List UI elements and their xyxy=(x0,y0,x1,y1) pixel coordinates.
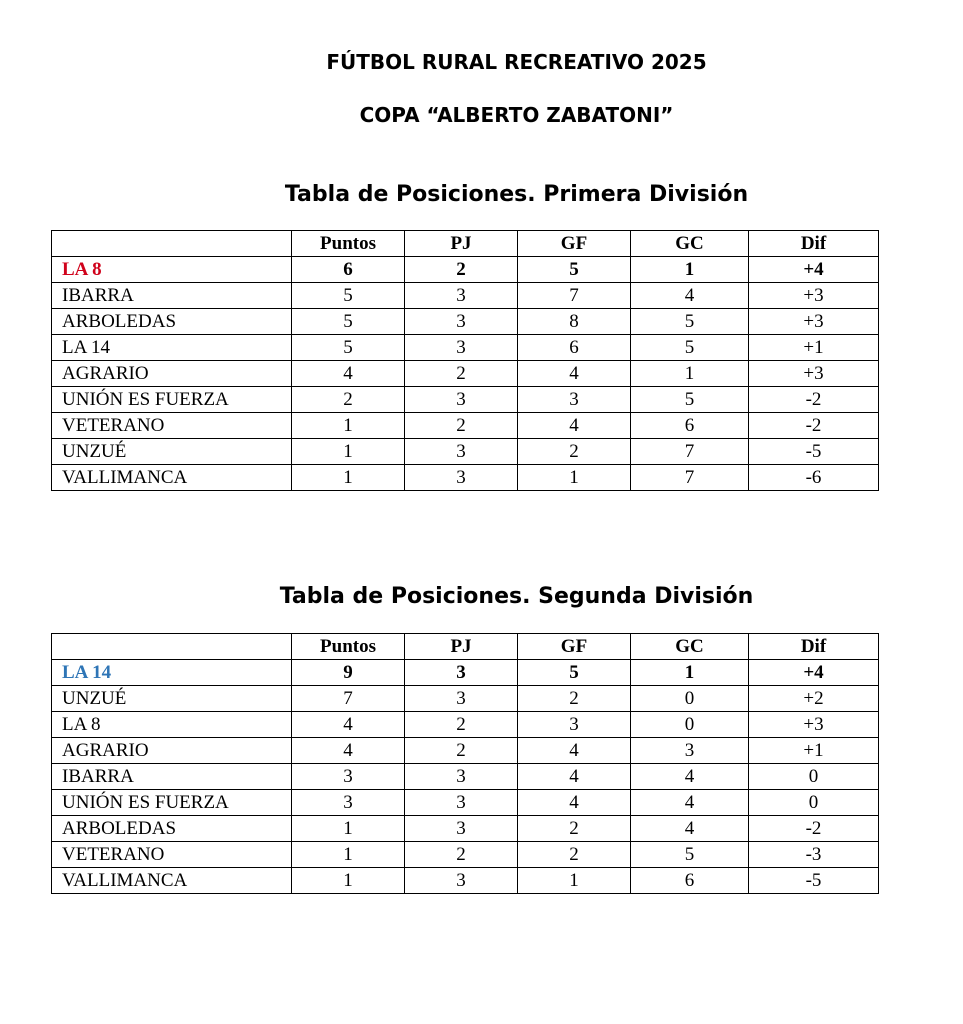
table-row xyxy=(52,842,879,868)
dif-cell: 0 xyxy=(749,790,879,816)
puntos-cell: 4 xyxy=(292,361,405,387)
puntos-cell: 1 xyxy=(292,868,405,894)
puntos-cell: 4 xyxy=(292,738,405,764)
gf-cell: 7 xyxy=(518,283,631,309)
dif-cell: -3 xyxy=(749,842,879,868)
table-row xyxy=(52,439,879,465)
dif-cell: +3 xyxy=(749,712,879,738)
dif-cell: +1 xyxy=(749,335,879,361)
pj-cell: 3 xyxy=(405,868,518,894)
puntos-cell: 2 xyxy=(292,387,405,413)
gf-cell: 2 xyxy=(518,842,631,868)
dif-cell: +3 xyxy=(749,309,879,335)
column-header-team xyxy=(52,231,292,257)
gc-cell: 3 xyxy=(631,738,749,764)
team-name: VALLIMANCA xyxy=(52,868,292,894)
table-row xyxy=(52,868,879,894)
dif-cell: -2 xyxy=(749,413,879,439)
gc-cell: 0 xyxy=(631,712,749,738)
pj-cell: 3 xyxy=(405,387,518,413)
standings-table-primera xyxy=(51,230,879,491)
team-name: LA 14 xyxy=(52,660,292,686)
gc-cell: 4 xyxy=(631,816,749,842)
gc-cell: 5 xyxy=(631,842,749,868)
team-name: LA 14 xyxy=(52,335,292,361)
table-row-leader xyxy=(52,257,879,283)
pj-cell: 2 xyxy=(405,413,518,439)
gc-cell: 5 xyxy=(631,309,749,335)
table-body xyxy=(52,660,879,894)
team-name: ARBOLEDAS xyxy=(52,816,292,842)
puntos-cell: 7 xyxy=(292,686,405,712)
puntos-cell: 3 xyxy=(292,764,405,790)
puntos-cell: 6 xyxy=(292,257,405,283)
gc-cell: 4 xyxy=(631,764,749,790)
dif-cell: +4 xyxy=(749,660,879,686)
dif-cell: +4 xyxy=(749,257,879,283)
pj-cell: 3 xyxy=(405,764,518,790)
gc-cell: 4 xyxy=(631,283,749,309)
puntos-cell: 1 xyxy=(292,465,405,491)
table-row xyxy=(52,790,879,816)
team-name: UNZUÉ xyxy=(52,686,292,712)
gf-cell: 3 xyxy=(518,387,631,413)
table-row xyxy=(52,712,879,738)
team-name: LA 8 xyxy=(52,712,292,738)
gc-cell: 7 xyxy=(631,439,749,465)
pj-cell: 3 xyxy=(405,283,518,309)
column-header-gf: GF xyxy=(518,231,631,257)
team-name: VALLIMANCA xyxy=(52,465,292,491)
gc-cell: 6 xyxy=(631,868,749,894)
dif-cell: +3 xyxy=(749,283,879,309)
gc-cell: 1 xyxy=(631,257,749,283)
team-name: IBARRA xyxy=(52,764,292,790)
team-name: AGRARIO xyxy=(52,361,292,387)
gc-cell: 4 xyxy=(631,790,749,816)
table-row xyxy=(52,283,879,309)
dif-cell: -6 xyxy=(749,465,879,491)
pj-cell: 2 xyxy=(405,257,518,283)
column-header-dif: Dif xyxy=(749,634,879,660)
table-row-leader xyxy=(52,660,879,686)
gf-cell: 2 xyxy=(518,439,631,465)
gf-cell: 2 xyxy=(518,816,631,842)
team-name: UNZUÉ xyxy=(52,439,292,465)
team-name: VETERANO xyxy=(52,842,292,868)
team-name: UNIÓN ES FUERZA xyxy=(52,790,292,816)
gc-cell: 1 xyxy=(631,361,749,387)
team-name: UNIÓN ES FUERZA xyxy=(52,387,292,413)
gf-cell: 6 xyxy=(518,335,631,361)
puntos-cell: 3 xyxy=(292,790,405,816)
puntos-cell: 1 xyxy=(292,816,405,842)
team-name: AGRARIO xyxy=(52,738,292,764)
column-header-gc: GC xyxy=(631,231,749,257)
puntos-cell: 9 xyxy=(292,660,405,686)
table-row xyxy=(52,335,879,361)
pj-cell: 2 xyxy=(405,712,518,738)
table-row xyxy=(52,764,879,790)
dif-cell: +3 xyxy=(749,361,879,387)
gc-cell: 6 xyxy=(631,413,749,439)
dif-cell: +2 xyxy=(749,686,879,712)
team-name: ARBOLEDAS xyxy=(52,309,292,335)
table-header-row xyxy=(52,634,879,660)
pj-cell: 2 xyxy=(405,738,518,764)
pj-cell: 3 xyxy=(405,816,518,842)
pj-cell: 3 xyxy=(405,309,518,335)
puntos-cell: 1 xyxy=(292,439,405,465)
gc-cell: 7 xyxy=(631,465,749,491)
gf-cell: 2 xyxy=(518,686,631,712)
dif-cell: -2 xyxy=(749,387,879,413)
dif-cell: -2 xyxy=(749,816,879,842)
team-name: LA 8 xyxy=(52,257,292,283)
pj-cell: 3 xyxy=(405,686,518,712)
column-header-gc: GC xyxy=(631,634,749,660)
puntos-cell: 1 xyxy=(292,413,405,439)
gf-cell: 1 xyxy=(518,868,631,894)
gf-cell: 4 xyxy=(518,790,631,816)
table-row xyxy=(52,686,879,712)
gc-cell: 1 xyxy=(631,660,749,686)
column-header-gf: GF xyxy=(518,634,631,660)
pj-cell: 3 xyxy=(405,439,518,465)
gf-cell: 1 xyxy=(518,465,631,491)
gf-cell: 3 xyxy=(518,712,631,738)
document-title: FÚTBOL RURAL RECREATIVO 2025 xyxy=(326,50,707,74)
gf-cell: 4 xyxy=(518,361,631,387)
table-row xyxy=(52,738,879,764)
table-row xyxy=(52,465,879,491)
table-row xyxy=(52,361,879,387)
dif-cell: -5 xyxy=(749,439,879,465)
team-name: VETERANO xyxy=(52,413,292,439)
team-name: IBARRA xyxy=(52,283,292,309)
gf-cell: 5 xyxy=(518,257,631,283)
table-heading-segunda: Tabla de Posiciones. Segunda División xyxy=(279,584,754,609)
pj-cell: 3 xyxy=(405,790,518,816)
dif-cell: +1 xyxy=(749,738,879,764)
puntos-cell: 1 xyxy=(292,842,405,868)
puntos-cell: 5 xyxy=(292,335,405,361)
table-row xyxy=(52,387,879,413)
pj-cell: 2 xyxy=(405,842,518,868)
gc-cell: 5 xyxy=(631,335,749,361)
gf-cell: 4 xyxy=(518,764,631,790)
table-row xyxy=(52,816,879,842)
gf-cell: 8 xyxy=(518,309,631,335)
column-header-dif: Dif xyxy=(749,231,879,257)
column-header-puntos: Puntos xyxy=(292,231,405,257)
column-header-team xyxy=(52,634,292,660)
pj-cell: 2 xyxy=(405,361,518,387)
column-header-puntos: Puntos xyxy=(292,634,405,660)
document-subtitle: COPA “ALBERTO ZABATONI” xyxy=(359,103,674,127)
table-row xyxy=(52,413,879,439)
pj-cell: 3 xyxy=(405,335,518,361)
column-header-pj: PJ xyxy=(405,231,518,257)
table-row xyxy=(52,309,879,335)
table-header-row xyxy=(52,231,879,257)
gf-cell: 5 xyxy=(518,660,631,686)
gc-cell: 0 xyxy=(631,686,749,712)
dif-cell: -5 xyxy=(749,868,879,894)
standings-table-segunda xyxy=(51,633,879,894)
gf-cell: 4 xyxy=(518,738,631,764)
puntos-cell: 5 xyxy=(292,283,405,309)
puntos-cell: 4 xyxy=(292,712,405,738)
column-header-pj: PJ xyxy=(405,634,518,660)
table-body xyxy=(52,257,879,491)
gc-cell: 5 xyxy=(631,387,749,413)
pj-cell: 3 xyxy=(405,465,518,491)
puntos-cell: 5 xyxy=(292,309,405,335)
pj-cell: 3 xyxy=(405,660,518,686)
gf-cell: 4 xyxy=(518,413,631,439)
dif-cell: 0 xyxy=(749,764,879,790)
table-heading-primera: Tabla de Posiciones. Primera División xyxy=(284,182,749,207)
